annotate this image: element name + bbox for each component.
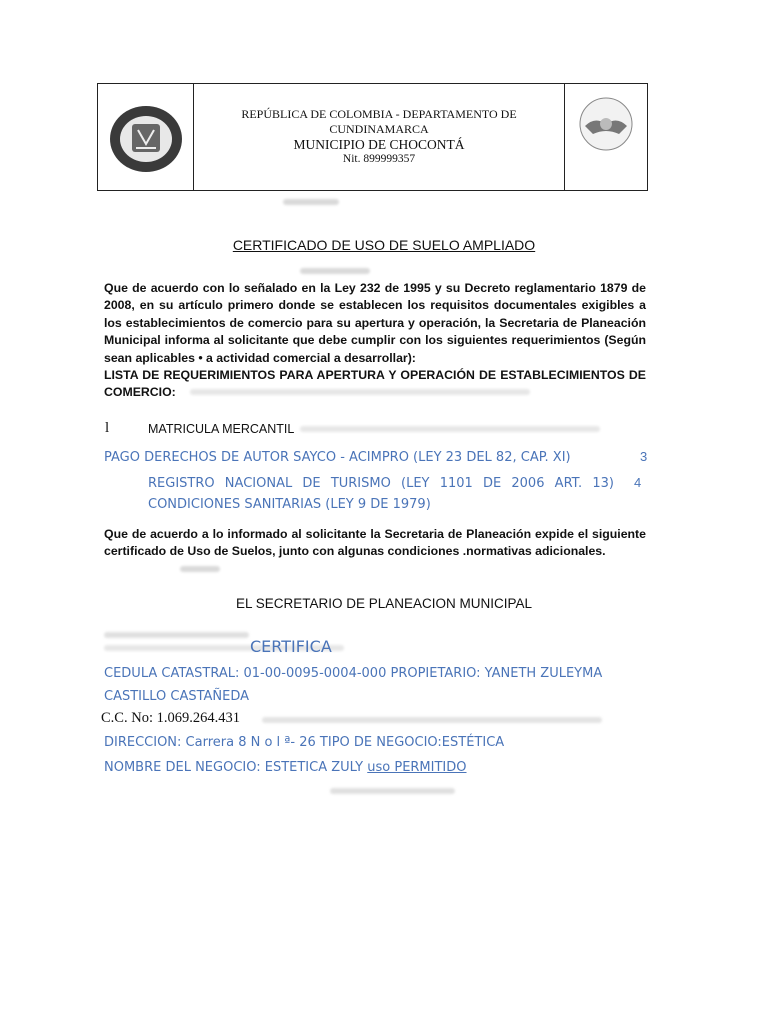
requirement-3-number: 4 [634, 475, 642, 490]
scan-smudge [262, 717, 602, 723]
business-name-line [104, 759, 467, 777]
intro-paragraph: Que de acuerdo con lo señalado en la Ley 232 de 1995 y su Decreto reglamentario 1879 de 2008, en su artículo primero donde se establecen los requisitos documentales exigibles a los establecimientos de comercio para su apertura y operación, la Secretaria de Planeación Municipal informa al solicitante que debe cumplir con los siguientes requerimientos (Según sean aplicables • a actividad comercial a desarrollar): [104, 281, 646, 365]
address-line: DIRECCION: Carrera 8 N o l ª- 26 TIPO DE NEGOCIO:ESTÉTICA [104, 735, 505, 750]
requirement-1-label: MATRICULA MERCANTIL [148, 422, 295, 436]
handshake-logo-icon [573, 94, 639, 154]
seal-cell [98, 84, 194, 190]
scan-smudge [190, 389, 530, 395]
cadastral-owner-line: CEDULA CATASTRAL: 01-00-0095-0004-000 PROPIETARIO: YANETH ZULEYMA [104, 666, 603, 681]
municipal-seal-icon [108, 104, 184, 174]
closing-paragraph: Que de acuerdo a lo informado al solicitante la Secretaria de Planeación expide el siguiente certificado de Uso de Suelos, junto con algunas condiciones .normativas adicionales. [104, 527, 646, 559]
header-nit: Nit. 899999357 [342, 153, 416, 165]
land-use-status: uso PERMITIDO [367, 760, 467, 775]
id-number-line: C.C. No: 1.069.264.431 [101, 710, 240, 726]
requirement-2-label: PAGO DERECHOS DE AUTOR SAYCO - ACIMPRO (LEY 23 DEL 82, CAP. XI) [104, 450, 571, 465]
scan-smudge [330, 788, 455, 794]
scan-smudge [283, 199, 339, 205]
requirement-1-number: l [105, 420, 110, 436]
requirement-2-number: 3 [640, 449, 648, 464]
business-name-text: NOMBRE DEL NEGOCIO: ESTETICA ZULY [104, 760, 368, 775]
scan-smudge [180, 566, 220, 572]
certifica-heading: CERTIFICA [250, 637, 332, 656]
scan-smudge [300, 426, 600, 432]
requirement-4-label: CONDICIONES SANITARIAS (LEY 9 DE 1979) [148, 497, 431, 512]
letterhead-text [194, 84, 564, 190]
document-title: CERTIFICADO DE USO DE SUELO AMPLIADO [232, 237, 536, 253]
header-republic: REPÚBLICA DE COLOMBIA - DEPARTAMENTO DE CUNDINAMARCA [241, 107, 517, 136]
scan-smudge [104, 632, 249, 638]
requirement-3-label: REGISTRO NACIONAL DE TURISMO (LEY 1101 DE 2006 ART. 13) [148, 476, 614, 491]
logo-cell [564, 84, 647, 190]
requirements-list-heading: LISTA DE REQUERIMIENTOS PARA APERTURA Y OPERACIÓN DE ESTABLECIMIENTOS DE COMERCIO: [104, 368, 646, 400]
scan-smudge [300, 268, 370, 274]
owner-surname-line: CASTILLO CASTAÑEDA [104, 689, 250, 704]
secretary-heading: EL SECRETARIO DE PLANEACION MUNICIPAL [235, 596, 533, 611]
header-municipality: MUNICIPIO DE CHOCONTÁ [293, 137, 465, 152]
letterhead-table [97, 83, 648, 191]
